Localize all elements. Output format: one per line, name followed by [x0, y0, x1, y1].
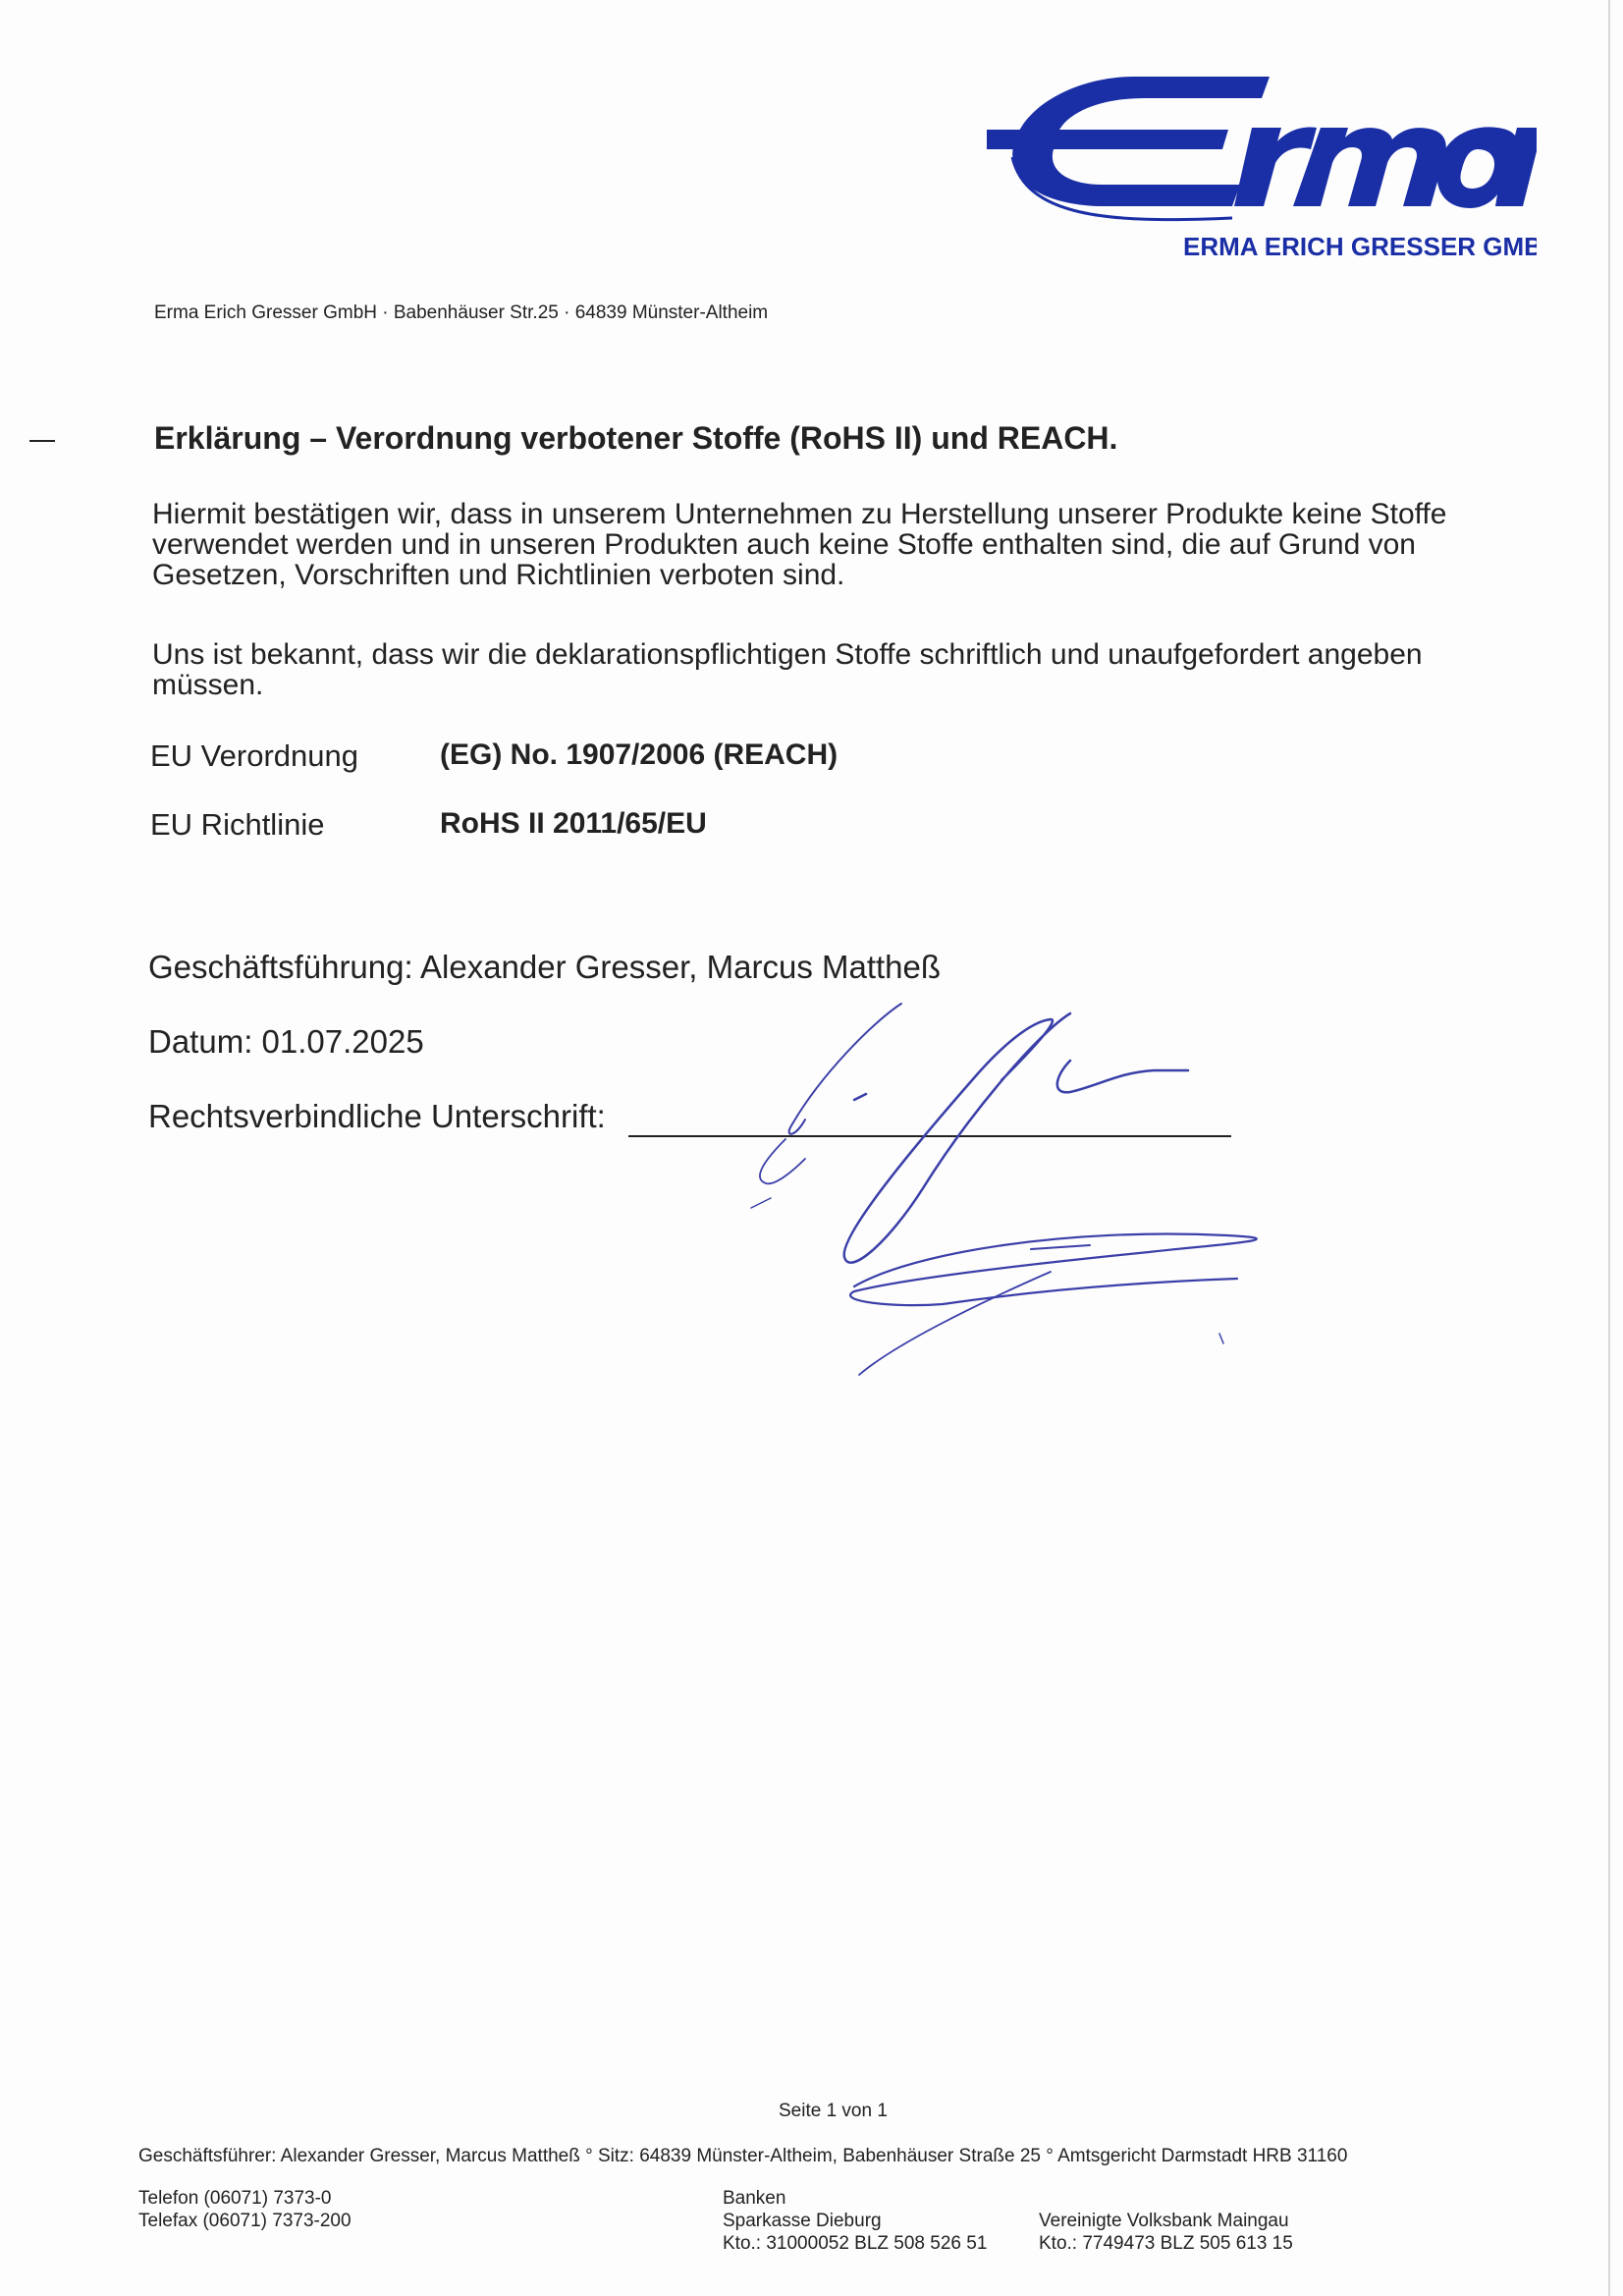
handwritten-signature	[658, 992, 1325, 1385]
footer-bank-name: Vereinigte Volksbank Maingau	[1039, 2211, 1289, 2231]
regulation-value: (EG) No. 1907/2006 (REACH)	[440, 738, 839, 771]
signature-label: Rechtsverbindliche Unterschrift:	[148, 1098, 606, 1134]
sender-address-line: Erma Erich Gresser GmbH · Babenhäuser Str.25 · 64839 Münster-Altheim	[154, 302, 769, 323]
footer-bank-account: Kto.: 7749473 BLZ 505 613 15	[1039, 2233, 1293, 2254]
footer-bank-name: Sparkasse Dieburg	[723, 2211, 882, 2231]
management-line: Geschäftsführung: Alexander Gresser, Marcus Mattheß	[148, 949, 942, 985]
page-number: Seite 1 von 1	[779, 2101, 888, 2121]
date-line: Datum: 01.07.2025	[148, 1023, 424, 1060]
paragraph-declaration	[152, 639, 1527, 700]
fold-mark	[29, 440, 55, 442]
footer-bank-account: Kto.: 31000052 BLZ 508 526 51	[723, 2233, 988, 2254]
directive-label: EU Richtlinie	[150, 807, 325, 842]
paragraph-line: Uns ist bekannt, dass wir die deklarationspflichtigen Stoffe schriftlich und unaufgefordert angeben	[152, 638, 1423, 671]
directive-value: RoHS II 2011/65/EU	[440, 807, 707, 840]
footer-fax: Telefax (06071) 7373-200	[138, 2211, 352, 2231]
scan-edge	[1608, 0, 1610, 2296]
paragraph-line: müssen.	[152, 669, 264, 701]
footer-banks-heading: Banken	[723, 2188, 786, 2209]
footer-phone: Telefon (06071) 7373-0	[138, 2188, 332, 2209]
logo-tagline: ERMA ERICH GRESSER GMBH	[1183, 232, 1537, 261]
document-title: Erklärung – Verordnung verbotener Stoffe (RoHS II) und REACH.	[154, 420, 1118, 456]
footer-contact	[138, 2187, 352, 2232]
paragraph-confirmation	[152, 499, 1527, 590]
regulation-label: EU Verordnung	[150, 738, 358, 773]
footer-bank-volksbank	[1039, 2210, 1293, 2255]
footer-bank-sparkasse	[723, 2187, 987, 2255]
footer-registration: Geschäftsführer: Alexander Gresser, Marcus Mattheß ° Sitz: 64839 Münster-Altheim, Babenhäuser Straße 25 ° Amtsgericht Darmstadt HRB 31160	[138, 2146, 1348, 2166]
paragraph-line: Gesetzen, Vorschriften und Richtlinien verboten sind.	[152, 559, 845, 591]
paragraph-line: verwendet werden und in unseren Produkten auch keine Stoffe enthalten sind, die auf Grund von	[152, 528, 1416, 561]
company-logo	[987, 59, 1537, 265]
paragraph-line: Hiermit bestätigen wir, dass in unserem Unternehmen zu Herstellung unserer Produkte keine Stoffe	[152, 498, 1447, 530]
